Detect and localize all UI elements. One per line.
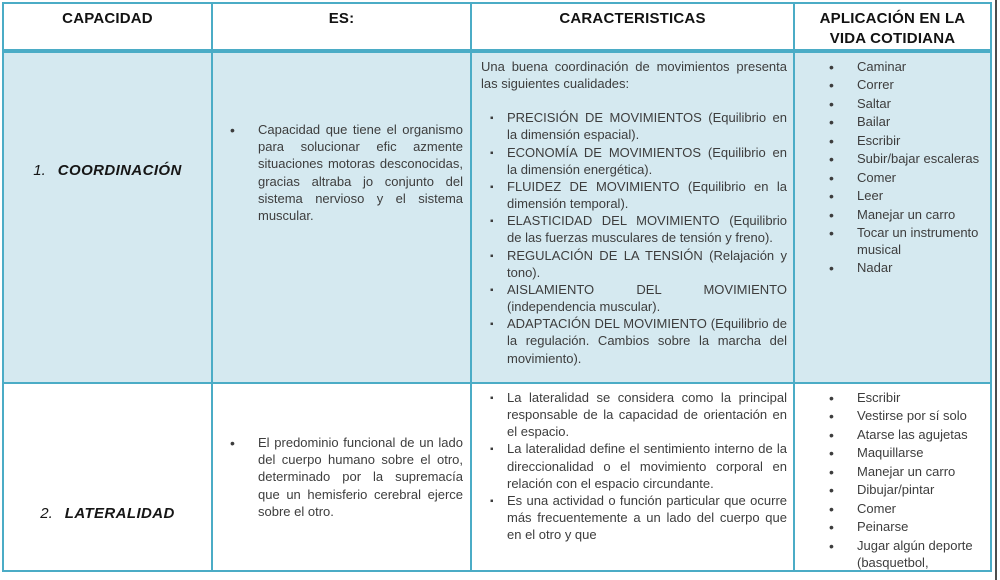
bullet-icon [481, 492, 507, 509]
bullet-icon [829, 206, 857, 224]
cell-row2-aplicacion [795, 384, 990, 570]
bullet-text: La lateralidad se considera como la principal responsable de la capacidad de orientación en el espacio. [507, 390, 787, 440]
aplicacion-item [829, 426, 987, 444]
bullet-text: Leer [857, 188, 884, 204]
aplicacion-item [829, 407, 987, 425]
cell-row1-es [213, 53, 472, 384]
bullet-icon [829, 259, 857, 277]
header-cell-caracteristicas [472, 4, 795, 53]
bullet-text: Capacidad que tiene el organismo para solucionar efic azmente situaciones motoras desconocidas, gracias altraba jo conjunto del sistema nervioso y el sistema muscular. [258, 122, 463, 223]
bullet-text: Bailar [857, 114, 891, 130]
bullet-icon [481, 144, 507, 161]
bullet-icon [829, 132, 857, 150]
header-label-capacidad: CAPACIDAD [62, 10, 153, 27]
row1-aplicacion-list [829, 58, 987, 277]
bullet-icon [829, 224, 857, 242]
bullet-text: Comer [857, 500, 897, 516]
bullet-text: FLUIDEZ DE MOVIMIENTO (Equilibrio en la dimensión temporal). [507, 178, 787, 212]
cell-row1-capacidad [4, 53, 213, 384]
bullet-icon [481, 178, 507, 195]
es-item [230, 434, 463, 520]
bullet-text: Escribir [857, 132, 901, 148]
row2-number: 2. [40, 504, 53, 522]
aplicacion-item [829, 132, 987, 150]
caracteristica-item [481, 281, 787, 315]
header-cell-aplicacion [795, 4, 990, 53]
aplicacion-item [829, 58, 987, 76]
header-label-caracteristicas: CARACTERISTICAS [559, 10, 706, 27]
bullet-text: Manejar un carro [857, 463, 956, 479]
cell-row1-caracteristicas [472, 53, 795, 384]
aplicacion-item [829, 537, 987, 570]
aplicacion-item [829, 259, 987, 277]
row1-es-list [213, 121, 470, 224]
caracteristica-item [481, 144, 787, 178]
caracteristica-item [481, 492, 787, 543]
cell-row2-caracteristicas [472, 384, 795, 570]
bullet-icon [829, 113, 857, 131]
aplicacion-item [829, 169, 987, 187]
bullet-icon [829, 463, 857, 481]
aplicacion-item [829, 518, 987, 536]
bullet-icon [829, 426, 857, 444]
bullet-icon [829, 537, 857, 555]
bullet-icon [481, 212, 507, 229]
cell-row2-capacidad [4, 384, 213, 570]
bullet-text: Vestirse por sí solo [857, 408, 967, 424]
row2-caracteristicas-list [481, 389, 787, 543]
header-label-aplicacion: APLICACIÓN EN LA VIDA COTIDIANA [819, 10, 966, 48]
capacidades-table [2, 2, 992, 572]
aplicacion-item [829, 444, 987, 462]
aplicacion-item [829, 481, 987, 499]
aplicacion-item [829, 389, 987, 407]
bullet-text: Es una actividad o función particular que ocurre más frecuentemente a un lado del cuerpo que en el otro y que [507, 492, 787, 543]
bullet-text: AISLAMIENTO DEL MOVIMIENTO (independencia muscular). [507, 281, 787, 315]
row2-capacity-name: LATERALIDAD [64, 504, 175, 522]
bullet-icon [829, 95, 857, 113]
aplicacion-item [829, 150, 987, 168]
aplicacion-item [829, 187, 987, 205]
row2-es-list [213, 434, 470, 520]
caracteristica-item [481, 247, 787, 281]
bullet-icon [481, 281, 507, 298]
bullet-icon [829, 444, 857, 462]
aplicacion-item [829, 224, 987, 258]
bullet-text: Manejar un carro [857, 206, 956, 222]
bullet-icon [829, 481, 857, 499]
bullet-text: Correr [857, 77, 894, 93]
bullet-text: PRECISIÓN DE MOVIMIENTOS (Equilibrio en la dimensión espacial). [507, 110, 787, 143]
bullet-text: Subir/bajar escaleras [857, 151, 980, 167]
aplicacion-item [829, 500, 987, 518]
bullet-icon [481, 109, 507, 126]
bullet-icon [829, 150, 857, 168]
bullet-text: Dibujar/pintar [857, 482, 935, 498]
bullet-icon [829, 58, 857, 76]
bullet-icon [829, 407, 857, 425]
aplicacion-item [829, 76, 987, 94]
cell-row1-aplicacion [795, 53, 990, 384]
bullet-text: ECONOMÍA DE MOVIMIENTOS (Equilibrio en la dimensión energética). [507, 144, 787, 177]
bullet-text: El predominio funcional de un lado del cuerpo humano sobre el otro, determinado por la supremacía que un hemisferio cerebral ejerce sobre el otro. [258, 435, 463, 519]
header-label-es: ES: [328, 10, 355, 27]
row1-capacity-label [33, 162, 181, 179]
bullet-text: ELASTICIDAD DEL MOVIMIENTO (Equilibrio de las fuerzas musculares de tensión y freno). [507, 213, 787, 246]
bullet-text: Saltar [857, 95, 891, 111]
caracteristica-item [481, 315, 787, 366]
caracteristica-item [481, 212, 787, 246]
row1-number: 1. [33, 161, 46, 179]
row1-capacity-name: COORDINACIÓN [57, 161, 182, 179]
bullet-text: Comer [857, 169, 897, 185]
bullet-text: Tocar un instrumento musical [857, 225, 979, 258]
bullet-icon [829, 76, 857, 94]
row2-aplicacion-list [829, 389, 987, 570]
bullet-text: Jugar algún deporte (basquetbol, [857, 537, 973, 570]
bullet-text: La lateralidad define el sentimiento interno de la direccionalidad o el movimiento corporal en relación con el espacio circundante. [507, 441, 787, 491]
bullet-icon [481, 440, 507, 457]
bullet-text: REGULACIÓN DE LA TENSIÓN (Relajación y tono). [507, 247, 787, 280]
caracteristica-item [481, 178, 787, 212]
bullet-icon [481, 315, 507, 332]
page-edge-line [995, 0, 997, 580]
bullet-icon [230, 121, 258, 139]
caracteristica-item [481, 389, 787, 440]
es-item [230, 121, 463, 224]
aplicacion-item [829, 463, 987, 481]
header-cell-capacidad [4, 4, 213, 53]
aplicacion-item [829, 95, 987, 113]
aplicacion-item [829, 113, 987, 131]
caracteristica-item [481, 109, 787, 143]
bullet-icon [829, 169, 857, 187]
bullet-icon [829, 389, 857, 407]
caracteristica-item [481, 440, 787, 491]
bullet-text: Caminar [857, 59, 907, 74]
bullet-text: Nadar [857, 259, 893, 275]
bullet-icon [829, 187, 857, 205]
bullet-text: Maquillarse [857, 445, 924, 461]
bullet-text: Peinarse [857, 519, 909, 535]
bullet-text: Escribir [857, 390, 901, 405]
bullet-icon [481, 247, 507, 264]
header-cell-es [213, 4, 472, 53]
row2-capacity-label [40, 505, 174, 522]
bullet-text: ADAPTACIÓN DEL MOVIMIENTO (Equilibrio de la regulación. Cambios sobre la marcha del movimiento). [507, 316, 787, 366]
row1-caracteristicas-intro: Una buena coordinación de movimientos presenta las siguientes cualidades: [481, 59, 787, 92]
bullet-icon [829, 518, 857, 536]
aplicacion-item [829, 206, 987, 224]
bullet-icon [481, 389, 507, 406]
row1-caracteristicas-list [481, 109, 787, 366]
bullet-text: Atarse las agujetas [857, 426, 968, 442]
cell-row2-es [213, 384, 472, 570]
bullet-icon [829, 500, 857, 518]
bullet-icon [230, 434, 258, 452]
